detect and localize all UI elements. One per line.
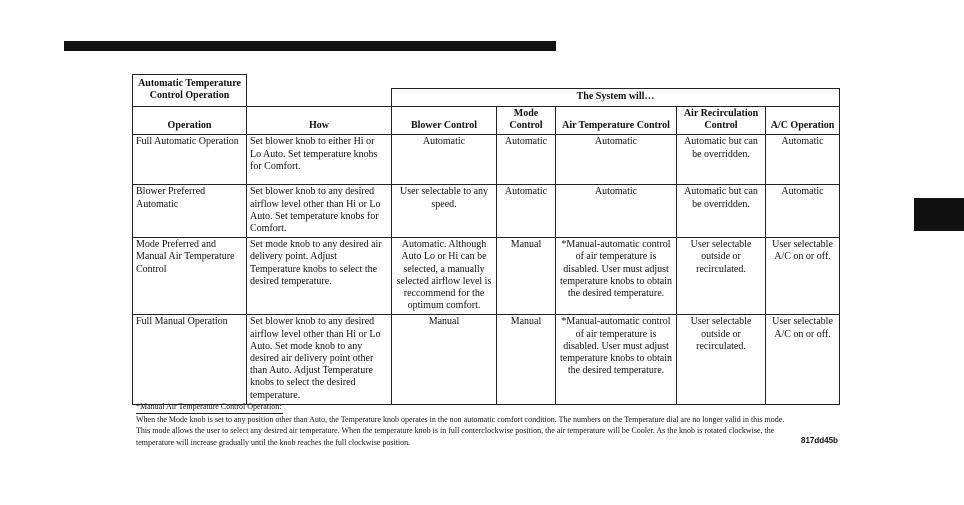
- cell-air-temp: Automatic: [556, 135, 677, 185]
- header-bar: [64, 41, 556, 51]
- cell-blower: Automatic: [392, 135, 497, 185]
- col-header-ac: A/C Operation: [766, 107, 840, 135]
- cell-blower: Automatic. Although Auto Lo or Hi can be selected, a manually selected airflow level is reccommend for the optimum comfort.: [392, 238, 497, 315]
- section-tab: [914, 198, 964, 231]
- figure-code: 817dd45b: [801, 436, 838, 445]
- col-header-blower: Blower Control: [392, 107, 497, 135]
- table-row: [133, 185, 840, 238]
- cell-how: Set blower knob to either Hi or Lo Auto. Set temperature knobs for Comfort.: [247, 135, 392, 185]
- cell-mode: Automatic: [497, 185, 556, 238]
- cell-recirc: User selectable outside or recirculated.: [677, 238, 766, 315]
- cell-recirc: Automatic but can be overridden.: [677, 185, 766, 238]
- cell-operation: Full Manual Operation: [133, 315, 247, 404]
- cell-how: Set blower knob to any desired airflow level other than Hi or Lo Auto. Set temperature knobs for Comfort.: [247, 185, 392, 238]
- cell-how: Set mode knob to any desired air delivery point. Adjust Temperature knobs to select the desired temperature.: [247, 238, 392, 315]
- table-title: Automatic Temperature Control Operation: [133, 75, 247, 107]
- cell-air-temp: Automatic: [556, 185, 677, 238]
- cell-air-temp: *Manual-automatic control of air temperature is disabled. User must adjust temperature knobs to obtain the desired temperature.: [556, 315, 677, 404]
- cell-ac: Automatic: [766, 135, 840, 185]
- table-row: [133, 315, 840, 404]
- cell-blower: Manual: [392, 315, 497, 404]
- table-row: [133, 238, 840, 315]
- table-row: [133, 135, 840, 185]
- system-will-header: The System will…: [392, 89, 840, 107]
- col-header-operation: Operation: [133, 107, 247, 135]
- cell-mode: Automatic: [497, 135, 556, 185]
- cell-ac: User selectable A/C on or off.: [766, 315, 840, 404]
- cell-how: Set blower knob to any desired airflow level other than Hi or Lo Auto. Set mode knob to any desired air delivery point other than Auto. Adjust Temperature knobs to select the desired temperature.: [247, 315, 392, 404]
- col-header-recirc: Air Recirculation Control: [677, 107, 766, 135]
- cell-mode: Manual: [497, 238, 556, 315]
- cell-air-temp: *Manual-automatic control of air temperature is disabled. User must adjust temperature knobs to obtain the desired temperature.: [556, 238, 677, 315]
- col-header-how: How: [247, 107, 392, 135]
- cell-ac: Automatic: [766, 185, 840, 238]
- cell-operation: Blower Preferred Automatic: [133, 185, 247, 238]
- col-header-mode: Mode Control: [497, 107, 556, 135]
- cell-blower: User selectable to any speed.: [392, 185, 497, 238]
- footnote-title: *Manual Air Temperature Control Operation:: [136, 401, 283, 414]
- cell-operation: Full Automatic Operation: [133, 135, 247, 185]
- footnote: [136, 401, 796, 448]
- cell-mode: Manual: [497, 315, 556, 404]
- cell-ac: User selectable A/C on or off.: [766, 238, 840, 315]
- footnote-text: When the Mode knob is set to any position other than Auto, the Temperature knob operates in the non automatic comfort condition. The numbers on the Temperature dial are no longer valid in this mode. This mode allows the user to select any desired air temperature. When the temperature knob is in full conterclockwise position, the air temperature will be Cooler. As the knob is rotated clockwise, the temperature will increase gradually until the knob reaches the full clockwise position.: [136, 414, 785, 447]
- cell-operation: Mode Preferred and Manual Air Temperature Control: [133, 238, 247, 315]
- cell-recirc: Automatic but can be overridden.: [677, 135, 766, 185]
- operation-table: [132, 74, 840, 405]
- col-header-air-temp: Air Temperature Control: [556, 107, 677, 135]
- cell-recirc: User selectable outside or recirculated.: [677, 315, 766, 404]
